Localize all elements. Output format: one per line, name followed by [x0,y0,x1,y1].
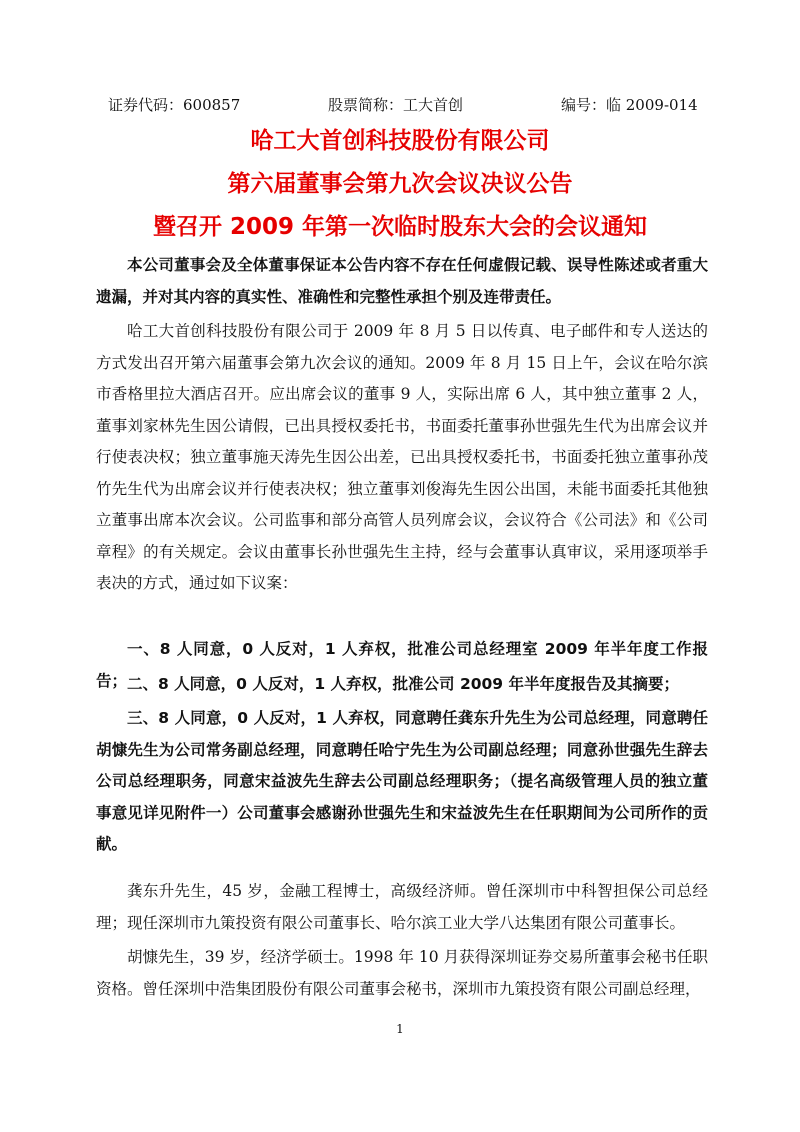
meeting-notice-title: 暨召开 2009 年第一次临时股东大会的会议通知 [152,214,648,240]
bio-hu-kang: 胡慷先生，39 岁，经济学硕士。1998 年 10 月获得深圳证券交易所董事会秘书任职资格。曾任深圳中浩集团股份有限公司董事会秘书，深圳市九策投资有限公司副总经理， [96,948,708,998]
announcement-title: 第六届董事会第九次会议决议公告 [227,171,573,197]
resolution-item-1: 一、8 人同意，0 人反对，1 人弃权，批准公司总经理室 2009 年半年度工作报告； [96,640,708,690]
notice-number: 编号：临 2009-014 [561,96,698,114]
stock-abbreviation: 股票简称：工大首创 [328,96,464,114]
resolution-item-3: 三、8 人同意，0 人反对，1 人弃权，同意聘任龚东升先生为公司总经理，同意聘任胡慷先生为公司常务副总经理，同意聘任哈宁先生为公司副总经理；同意孙世强先生辞去公司总经理职务，同意宋益波先生辞去公司副总经理职务；（提名高级管理人员的独立董事意见详见附件一）公司董事会感谢孙世强先生和宋益波先生在任职期间为公司所作的贡献。 [96,709,708,853]
bio-gong-dongsheng: 龚东升先生，45 岁，金融工程博士，高级经济师。曾任深圳市中科智担保公司总经理；现任深圳市九策投资有限公司董事长、哈尔滨工业大学八达集团有限公司董事长。 [96,882,708,932]
resolution-item-2: 二、8 人同意，0 人反对，1 人弃权，批准公司 2009 年半年度报告及其摘要； [127,675,679,693]
board-statement: 本公司董事会及全体董事保证本公告内容不存在任何虚假记载、误导性陈述或者重大遗漏，并对其内容的真实性、准确性和完整性承担个别及连带责任。 [96,256,708,306]
company-title: 哈工大首创科技股份有限公司 [250,128,550,154]
document-header [0,94,800,116]
page-number: 1 [396,1022,404,1036]
stock-code: 证券代码：600857 [108,96,241,114]
meeting-intro-paragraph: 哈工大首创科技股份有限公司于 2009 年 8 月 5 日以传真、电子邮件和专人送达的方式发出召开第六届董事会第九次会议的通知。2009 年 8 月 15 日上午，会议在哈尔滨市香格里拉大酒店召开。应出席会议的董事 9 人，实际出席 6 人，其中独立董事 2 人，董事刘家林先生因公请假，已出具授权委托书，书面委托董事孙世强先生代为出席会议并行使表决权；独立董事施天涛先生因公出差，已出具授权委托书，书面委托独立董事孙茂竹先生代为出席会议并行使表决权；独立董事刘俊海先生因公出国，未能书面委托其他独立董事出席本次会议。公司监事和部分高管人员列席会议，会议符合《公司法》和《公司章程》的有关规定。会议由董事长孙世强先生主持，经与会董事认真审议，采用逐项举手表决的方式，通过如下议案： [96,322,708,592]
